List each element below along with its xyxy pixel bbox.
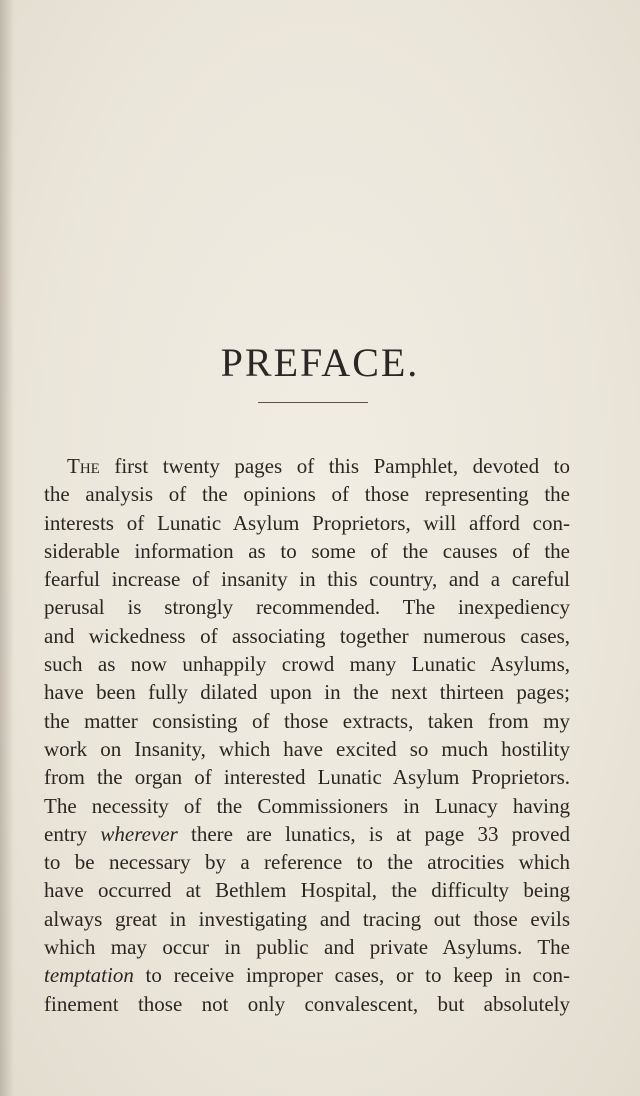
text-line: from the organ of interested Lunatic Asylum Proprietors.	[44, 765, 570, 790]
preface-paragraph	[44, 452, 570, 1018]
text-line: which may occur in public and private Asylums. The	[44, 935, 570, 960]
text-line: The first twenty pages of this Pamphlet, devoted to	[67, 454, 570, 478]
text-line: the analysis of the opinions of those representing the	[44, 482, 570, 507]
page-title: PREFACE.	[220, 339, 420, 385]
text-line: fearful increase of insanity in this country, and a careful	[44, 567, 570, 592]
text-line: such as now unhappily crowd many Lunatic Asylums,	[44, 652, 570, 677]
binding-shadow	[0, 0, 14, 1096]
text-line: and wickedness of associating together numerous cases,	[44, 623, 570, 648]
text-line: work on Insanity, which have excited so much hostility	[44, 736, 570, 761]
text-line: have been fully dilated upon in the next thirteen pages;	[44, 680, 570, 705]
text-line: always great in investigating and tracing out those evils	[44, 906, 570, 931]
lead-word: The	[67, 454, 100, 478]
title-rule	[258, 402, 368, 403]
text-line: temptation to receive improper cases, or to keep in con-	[44, 963, 570, 988]
text-line: entry wherever there are lunatics, is at page 33 proved	[44, 821, 570, 846]
emphasis: wherever	[100, 821, 178, 846]
text-line: finement those not only convalescent, but absolutely	[44, 991, 570, 1016]
text-line: The necessity of the Commissioners in Lunacy having	[44, 793, 570, 818]
text-line: perusal is strongly recommended. The inexpediency	[44, 595, 570, 620]
text-line: interests of Lunatic Asylum Proprietors, will afford con-	[44, 510, 570, 535]
text-line: the matter consisting of those extracts, taken from my	[44, 708, 570, 733]
emphasis: temptation	[44, 963, 134, 988]
text-line: to be necessary by a reference to the atrocities which	[44, 850, 570, 875]
text-line: have occurred at Bethlem Hospital, the difficulty being	[44, 878, 570, 903]
text-line: siderable information as to some of the causes of the	[44, 538, 570, 563]
